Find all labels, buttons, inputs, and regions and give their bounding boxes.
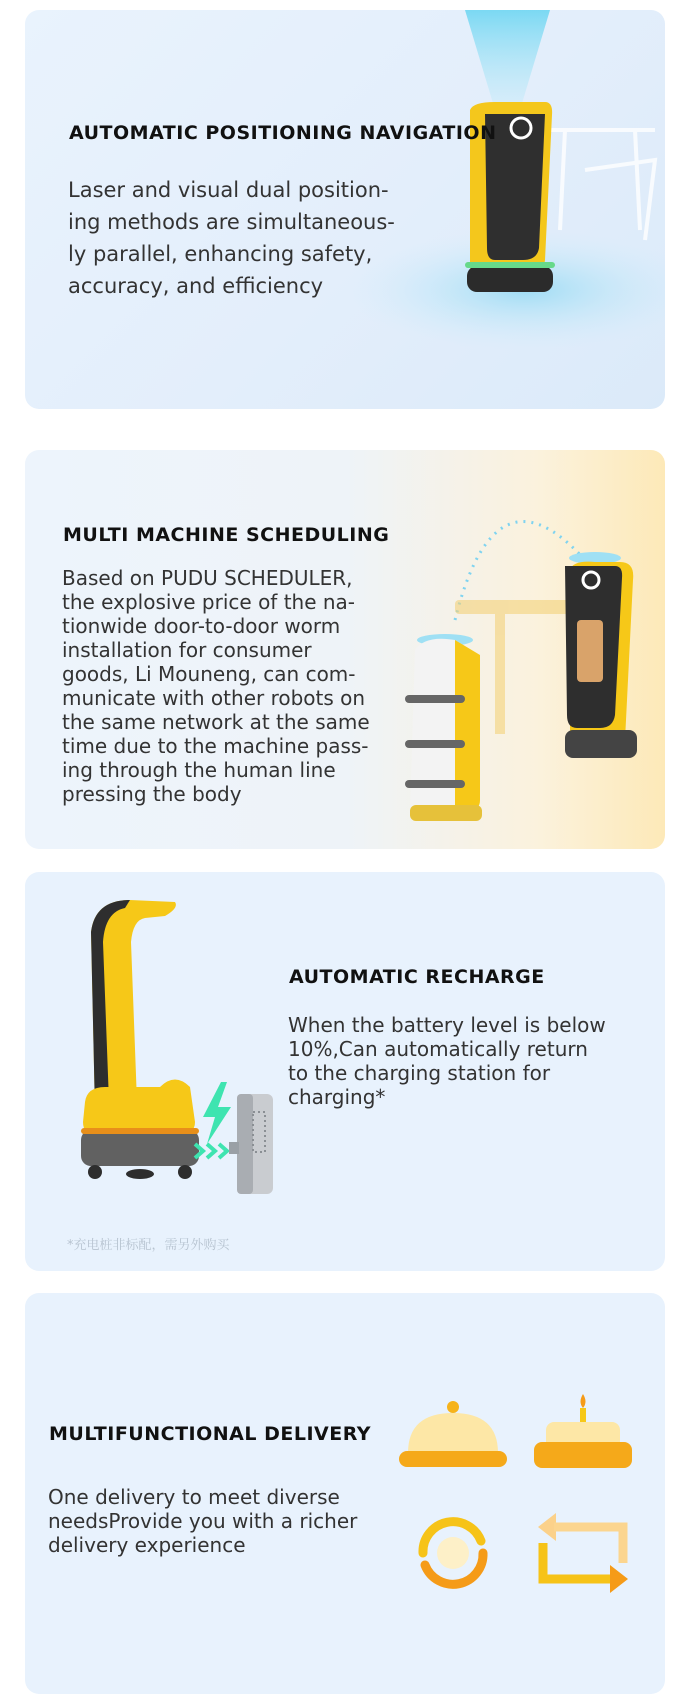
scheduling-card bbox=[25, 450, 665, 849]
section-title: MULTIFUNCTIONAL DELIVERY bbox=[49, 1423, 372, 1445]
section-title: AUTOMATIC POSITIONING NAVIGATION bbox=[69, 122, 497, 144]
return-arrows-icon bbox=[528, 1503, 638, 1603]
positioning-card bbox=[25, 10, 665, 409]
section-title: MULTI MACHINE SCHEDULING bbox=[63, 524, 390, 546]
charger-footnote: *充电桩非标配，需另外购买 bbox=[67, 1238, 230, 1253]
section-description: Laser and visual dual position- ing methods are simultaneous- ly parallel, enhancing safety, accuracy, and efficiency bbox=[68, 178, 395, 298]
section-description: One delivery to meet diverse needsProvide you with a richer delivery experience bbox=[48, 1485, 358, 1557]
cake-icon bbox=[528, 1388, 638, 1478]
section-description: Based on PUDU SCHEDULER, the explosive price of the na- tionwide door-to-door worm installation for consumer goods, Li Mouneng, can com- municate with other robots on the same network at the same time due to the machine pass- ing through the human line pressing the body bbox=[62, 566, 370, 806]
robot-charging-illustration bbox=[25, 872, 325, 1202]
cycle-icon bbox=[403, 1503, 503, 1603]
delivery-card bbox=[25, 1293, 665, 1694]
section-title: AUTOMATIC RECHARGE bbox=[289, 966, 545, 988]
recharge-card bbox=[25, 872, 665, 1271]
cloche-icon bbox=[393, 1393, 513, 1473]
section-description: When the battery level is below 10%,Can automatically return to the charging station for charging* bbox=[288, 1013, 606, 1109]
